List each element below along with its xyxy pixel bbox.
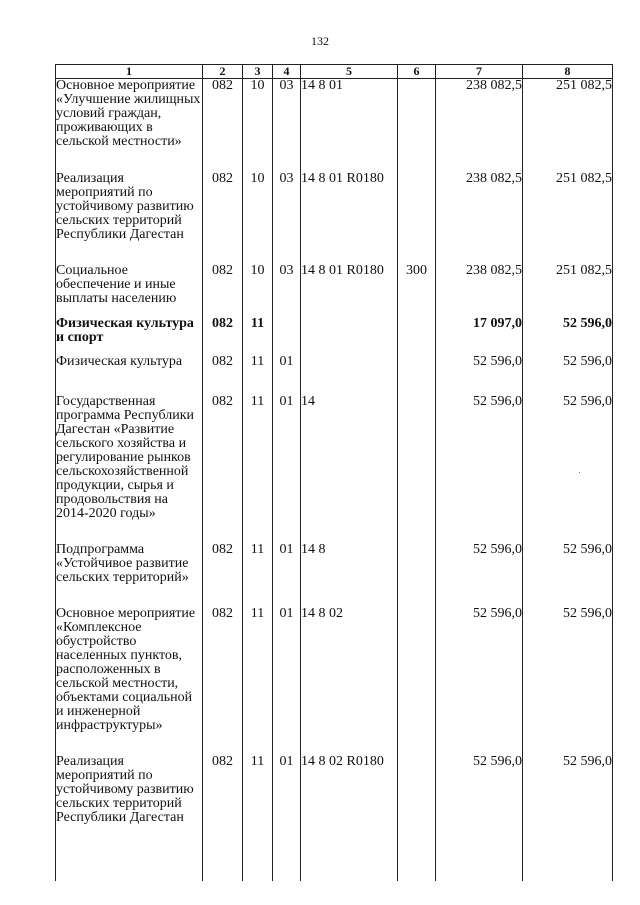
value-cell-c2: 082 [203, 755, 243, 855]
page-number: 132 [311, 34, 329, 48]
value-cell-c4: 01 [273, 355, 301, 395]
column-header: 8 [523, 65, 613, 79]
table-row [56, 172, 613, 264]
value-cell-c6 [398, 317, 436, 355]
table-row [56, 79, 613, 173]
value-cell-c5: 14 8 01 R0180 [301, 264, 398, 317]
value-cell-c3: 10 [243, 264, 273, 317]
value-cell-c8: 251 082,5 [523, 172, 613, 264]
value-cell-c7: 52 596,0 [436, 607, 523, 755]
value-cell-c8: 251 082,5 [523, 264, 613, 317]
column-header: 7 [436, 65, 523, 79]
row-name-cell: Реализация мероприятий по устойчивому развитию сельских территорий Республики Дагестан [56, 755, 203, 855]
row-name-cell: Основное мероприятие «Комплексное обустройство населенных пунктов, расположенных в сельской местности, объектами социальной и инженерной инфраструктуры» [56, 607, 203, 755]
value-cell-c7: 52 596,0 [436, 755, 523, 855]
value-cell-c2: 082 [203, 317, 243, 355]
value-cell-c4: 01 [273, 607, 301, 755]
value-cell-c3: 11 [243, 543, 273, 607]
value-cell-c6: 300 [398, 264, 436, 317]
value-cell-c7: 238 082,5 [436, 264, 523, 317]
value-cell-c8: 52 596,0 [523, 543, 613, 607]
value-cell-c7: 52 596,0 [436, 395, 523, 543]
value-cell-c5: 14 8 02 R0180 [301, 755, 398, 855]
value-cell-c8: 251 082,5 [523, 79, 613, 173]
empty-cell [273, 855, 301, 881]
value-cell-c5 [301, 355, 398, 395]
value-cell-c7: 238 082,5 [436, 172, 523, 264]
column-header: 6 [398, 65, 436, 79]
row-name-cell: Физическая культура и спорт [56, 317, 203, 355]
value-cell-c4: 01 [273, 395, 301, 543]
value-cell-c3: 11 [243, 317, 273, 355]
value-cell-c5: 14 8 01 R0180 [301, 172, 398, 264]
row-name-cell: Государственная программа Республики Дагестан «Развитие сельского хозяйства и регулирование рынков сельскохозяйственной продукции, сырья и продовольствия на 2014-2020 годы» [56, 395, 203, 543]
value-cell-c3: 11 [243, 395, 273, 543]
column-header: 1 [56, 65, 203, 79]
value-cell-c2: 082 [203, 543, 243, 607]
empty-cell [523, 855, 613, 881]
budget-table [55, 64, 613, 881]
value-cell-c5: 14 8 02 [301, 607, 398, 755]
table-row [56, 755, 613, 855]
value-cell-c7: 52 596,0 [436, 543, 523, 607]
row-name-cell: Социальное обеспечение и иные выплаты населению [56, 264, 203, 317]
empty-cell [436, 855, 523, 881]
value-cell-c4: 01 [273, 755, 301, 855]
value-cell-c7: 17 097,0 [436, 317, 523, 355]
table-row [56, 543, 613, 607]
value-cell-c7: 238 082,5 [436, 79, 523, 173]
empty-cell [398, 855, 436, 881]
column-header: 4 [273, 65, 301, 79]
table-header-row [56, 65, 613, 79]
value-cell-c3: 10 [243, 172, 273, 264]
value-cell-c7: 52 596,0 [436, 355, 523, 395]
value-cell-c5: 14 8 01 [301, 79, 398, 173]
table-row [56, 395, 613, 543]
value-cell-c8: 52 596,0 [523, 317, 613, 355]
value-cell-c6 [398, 79, 436, 173]
empty-cell [56, 855, 203, 881]
value-cell-c8: 52 596,0 [523, 355, 613, 395]
table-row [56, 317, 613, 355]
value-cell-c2: 082 [203, 355, 243, 395]
value-cell-c5 [301, 317, 398, 355]
value-cell-c2: 082 [203, 172, 243, 264]
value-cell-c4: 01 [273, 543, 301, 607]
value-cell-c6 [398, 172, 436, 264]
value-cell-c2: 082 [203, 264, 243, 317]
value-cell-c6 [398, 755, 436, 855]
value-cell-c6 [398, 395, 436, 543]
value-cell-c4: 03 [273, 264, 301, 317]
row-name-cell: Основное мероприятие «Улучшение жилищных условий граждан, проживающих в сельской местности» [56, 79, 203, 173]
value-cell-c6 [398, 355, 436, 395]
column-header: 5 [301, 65, 398, 79]
row-name-cell: Реализация мероприятий по устойчивому развитию сельских территорий Республики Дагестан [56, 172, 203, 264]
value-cell-c6 [398, 607, 436, 755]
value-cell-c3: 11 [243, 755, 273, 855]
value-cell-c4 [273, 317, 301, 355]
table-row [56, 264, 613, 317]
value-cell-c2: 082 [203, 79, 243, 173]
value-cell-c2: 082 [203, 395, 243, 543]
empty-cell [203, 855, 243, 881]
column-header: 2 [203, 65, 243, 79]
empty-cell [301, 855, 398, 881]
value-cell-c2: 082 [203, 607, 243, 755]
table-row [56, 607, 613, 755]
value-cell-c8: 52 596,0 [523, 607, 613, 755]
scan-speck [579, 472, 580, 473]
value-cell-c4: 03 [273, 79, 301, 173]
value-cell-c6 [398, 543, 436, 607]
value-cell-c3: 10 [243, 79, 273, 173]
table-row [56, 355, 613, 395]
value-cell-c4: 03 [273, 172, 301, 264]
value-cell-c5: 14 [301, 395, 398, 543]
table-filler-row [56, 855, 613, 881]
value-cell-c3: 11 [243, 607, 273, 755]
row-name-cell: Подпрограмма «Устойчивое развитие сельских территорий» [56, 543, 203, 607]
empty-cell [243, 855, 273, 881]
value-cell-c8: 52 596,0 [523, 395, 613, 543]
value-cell-c5: 14 8 [301, 543, 398, 607]
row-name-cell: Физическая культура [56, 355, 203, 395]
value-cell-c8: 52 596,0 [523, 755, 613, 855]
value-cell-c3: 11 [243, 355, 273, 395]
column-header: 3 [243, 65, 273, 79]
